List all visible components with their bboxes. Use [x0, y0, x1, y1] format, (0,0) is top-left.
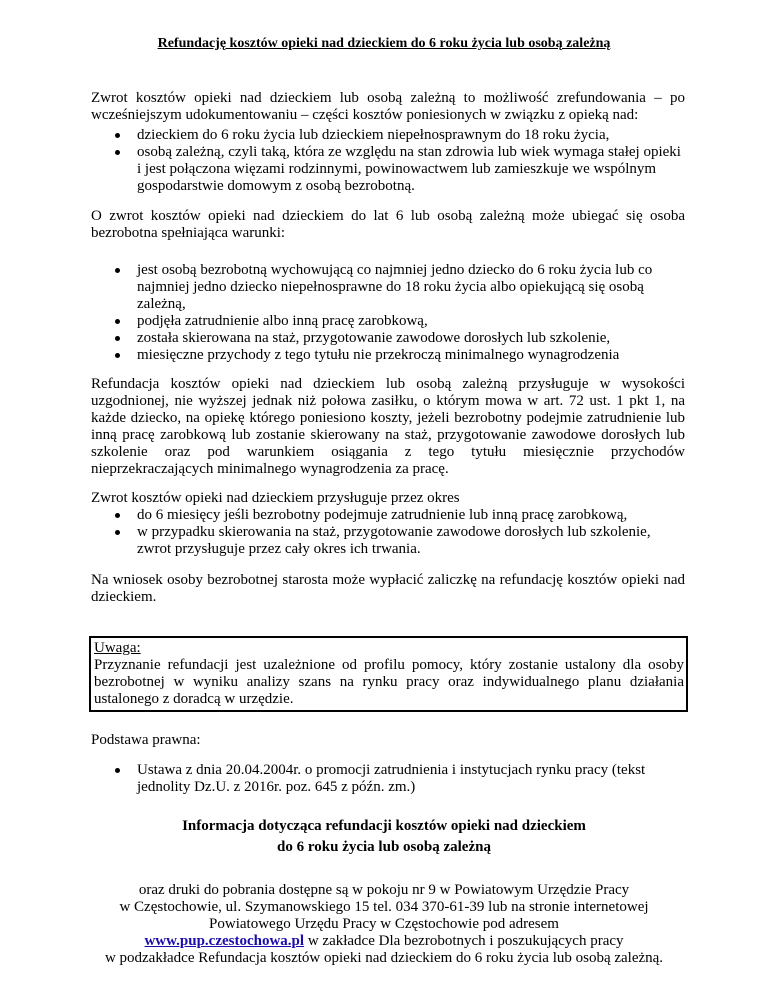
website-link[interactable]: www.pup.czestochowa.pl [144, 933, 305, 949]
footer-line4 [0, 933, 768, 950]
list-item: w przypadku skierowania na staż, przygotowanie zawodowe dorosłych lub szkolenie, zwrot przysługuje przez cały okres ich trwania. [115, 524, 685, 558]
list-item: Ustawa z dnia 20.04.2004r. o promocji zatrudnienia i instytucjach rynku pracy (tekst jednolity Dz.U. z 2016r. poz. 645 z późn. zm.) [115, 762, 685, 796]
notice-text: Przyznanie refundacji jest uzależnione od profilu pomocy, który zostanie ustalony dla osoby bezrobotnej w wyniku analizy szans na rynku pracy oraz indywidualnego planu działania ustalonego z doradcą w urzędzie. [94, 657, 684, 707]
legal-basis-list [115, 762, 685, 796]
list-item: osobą zależną, czyli taką, która ze względu na stan zdrowia lub wiek wymaga stałej opieki i jest połączona więzami rodzinnymi, powinowactwem lub zamieszkuje we wspólnym gospodarstwie domowym z osobą bezrobotną. [115, 144, 685, 195]
period-intro: Zwrot kosztów opieki nad dzieckiem przysługuje przez okres [91, 490, 460, 506]
legal-basis-label: Podstawa prawna: [91, 732, 201, 748]
list-item: do 6 miesięcy jeśli bezrobotny podejmuje zatrudnienie lub inną pracę zarobkową, [115, 507, 685, 524]
footer-line1: oraz druki do pobrania dostępne są w pokoju nr 9 w Powiatowym Urzędzie Pracy [138, 882, 630, 898]
notice-box [89, 636, 688, 712]
page-title: Refundację kosztów opieki nad dzieckiem do 6 roku życia lub osobą zależną [157, 36, 611, 51]
footer-line2: w Częstochowie, ul. Szymanowskiego 15 tel. 034 370-61-39 lub na stronie internetowej [119, 899, 649, 915]
info-heading-line2: do 6 roku życia lub osobą zależną [277, 839, 491, 855]
footer-line4-text: w zakładce Dla bezrobotnych i poszukujących pracy [304, 933, 624, 949]
conditions-list [115, 262, 685, 364]
list-item: miesięczne przychody z tego tytułu nie przekroczą minimalnego wynagrodzenia [115, 347, 685, 364]
footer-line3: Powiatowego Urzędu Pracy w Częstochowie pod adresem [209, 916, 559, 932]
footer-line5: w podzakładce Refundacja kosztów opieki nad dzieckiem do 6 roku życia lub osobą zależną. [104, 950, 664, 966]
care-list [115, 127, 685, 195]
info-heading-line1: Informacja dotycząca refundacji kosztów opieki nad dzieckiem [182, 818, 586, 834]
list-item: została skierowana na staż, przygotowanie zawodowe dorosłych lub szkolenie, [115, 330, 685, 347]
list-item: podjęła zatrudnienie albo inną pracę zarobkową, [115, 313, 685, 330]
intro-paragraph: Zwrot kosztów opieki nad dzieckiem lub osobą zależną to możliwość zrefundowania – po wcześniejszym udokumentowaniu – części kosztów poniesionych w związku z opieką nad: [91, 90, 685, 123]
advance-paragraph: Na wniosek osoby bezrobotnej starosta może wypłacić zaliczkę na refundację kosztów opieki nad dzieckiem. [91, 572, 685, 605]
refund-amount-paragraph: Refundacja kosztów opieki nad dzieckiem lub osobą zależną przysługuje w wysokości uzgodnionej, nie wyższej jednak niż połowa zasiłku, o którym mowa w art. 72 ust. 1 pkt 1, na każde dziecko, na opiekę którego poniesiono koszty, jeżeli bezrobotny podejmie zatrudnienie lub inną pracę zarobkową lub zostanie skierowany na staż, przygotowanie zawodowe dorosłych lub szkolenie oraz pod warunkiem osiągania z tego tytułu miesięcznie przychodów nieprzekraczających minimalnego wynagrodzenia za pracę. [91, 376, 685, 477]
period-list [115, 507, 685, 558]
notice-heading: Uwaga: [94, 640, 141, 656]
list-item: dzieckiem do 6 roku życia lub dzieckiem niepełnosprawnym do 18 roku życia, [115, 127, 685, 144]
eligibility-intro: O zwrot kosztów opieki nad dzieckiem do lat 6 lub osobą zależną może ubiegać się osoba bezrobotna spełniająca warunki: [91, 208, 685, 241]
list-item: jest osobą bezrobotną wychowującą co najmniej jedno dziecko do 6 roku życia lub co najmniej jedno dziecko niepełnosprawne do 18 roku życia albo opiekującą się osobą zależną, [115, 262, 685, 313]
